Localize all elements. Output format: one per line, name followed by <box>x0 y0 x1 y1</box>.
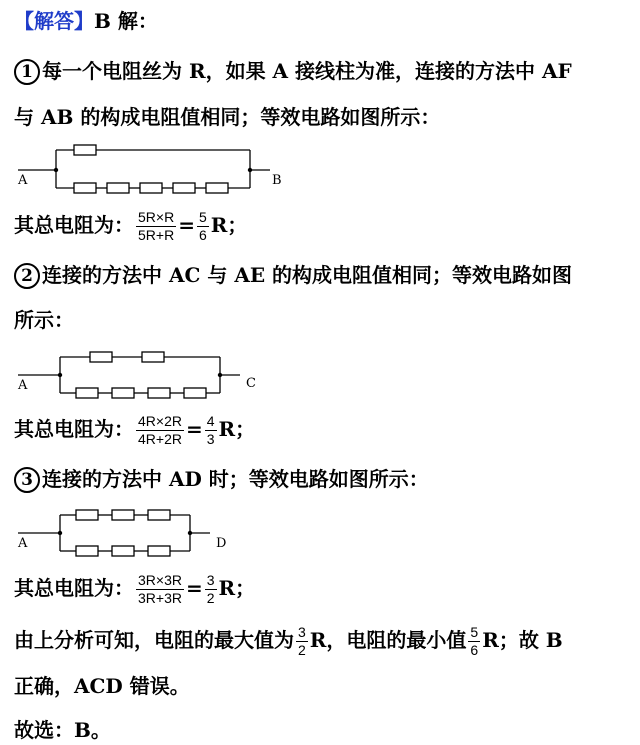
step1-total: 其总电阻为： $\frac{5R\times R}{5R+R}$ = $\frac{5}{6}$ R； <box>14 209 248 243</box>
step3-line1 <box>14 466 429 493</box>
step2-line1 <box>14 262 572 289</box>
resistor <box>142 352 164 362</box>
resistor <box>90 352 112 362</box>
step1-result-fraction: $\frac{5}{6}$ <box>198 209 207 243</box>
circuit-diagram-2 <box>14 345 304 405</box>
resistor <box>107 183 129 193</box>
label-B-1: B <box>272 173 282 188</box>
step2-formula-fraction: $\frac{4R\times 2R}{4R+2R}$ <box>138 413 182 447</box>
max-value-fraction: $\frac{3}{2}$ <box>298 624 306 658</box>
resistor <box>206 183 228 193</box>
step3-formula-fraction: $\frac{3R\times 3R}{3R+3R}$ <box>138 572 182 606</box>
step2-marker: 2 <box>14 263 40 289</box>
final-answer: 故选：B。 <box>14 718 111 742</box>
resistor <box>112 546 134 556</box>
resistor <box>140 183 162 193</box>
step1-line1 <box>14 58 572 85</box>
step3-total: 其总电阻为： $\frac{3R\times 3R}{3R+3R}$ = $\frac{3}{2}$ R； <box>14 572 256 606</box>
resistor <box>76 546 98 556</box>
conclusion-line1: 由上分析可知，电阻的最大值为 $\frac{3}{2}$ R，电阻的最小值 $\frac{5}{6}$ R；故 B <box>14 624 563 658</box>
junction-dot <box>54 168 58 172</box>
resistor <box>112 510 134 520</box>
junction-dot <box>58 373 62 377</box>
step2-total: 其总电阻为： $\frac{4R\times 2R}{4R+2R}$ = $\frac{4}{3}$ R； <box>14 413 256 447</box>
junction-dot <box>188 531 192 535</box>
resistor <box>173 183 195 193</box>
label-A-2: A <box>18 378 28 393</box>
resistor <box>74 183 96 193</box>
min-value-fraction: $\frac{5}{6}$ <box>470 624 479 658</box>
step1-line2: 与 AB 的构成电阻值相同；等效电路如图所示： <box>14 105 441 129</box>
junction-dot <box>218 373 222 377</box>
step3-marker: 3 <box>14 467 40 493</box>
resistor <box>76 388 98 398</box>
step3-text1: 连接的方法中 AD 时；等效电路如图所示： <box>42 467 429 491</box>
resistor <box>74 145 96 155</box>
circuit-diagram-3 <box>14 503 304 563</box>
step3-result-fraction: $\frac{3}{2}$ <box>206 572 215 606</box>
junction-dot <box>248 168 252 172</box>
junction-dot <box>58 531 62 535</box>
step2-result-fraction: $\frac{4}{3}$ <box>206 413 215 447</box>
resistor <box>184 388 206 398</box>
resistor <box>112 388 134 398</box>
label-A-1: A <box>18 173 28 188</box>
step1-marker: 1 <box>14 59 40 85</box>
step2-text1: 连接的方法中 AC 与 AE 的构成电阻值相同；等效电路如图 <box>42 263 573 287</box>
step1-text1: 每一个电阻丝为 R，如果 A 接线柱为准，连接的方法中 AF <box>42 59 572 83</box>
step1-formula-fraction: $\frac{5R\times R}{5R+R}$ <box>138 209 175 243</box>
label-D-3: D <box>216 536 227 551</box>
conclusion-line2: 正确，ACD 错误。 <box>14 674 190 698</box>
resistor <box>76 510 98 520</box>
resistor <box>148 388 170 398</box>
label-A-3: A <box>18 536 28 551</box>
resistor <box>148 510 170 520</box>
resistor <box>148 546 170 556</box>
answer-header <box>14 8 158 34</box>
label-C-2: C <box>246 376 256 391</box>
answer-choice: B 解： <box>94 9 158 33</box>
step2-line2: 所示： <box>14 308 74 332</box>
circuit-diagram-1 <box>14 140 304 200</box>
answer-tag: 【解答】 <box>14 9 94 33</box>
